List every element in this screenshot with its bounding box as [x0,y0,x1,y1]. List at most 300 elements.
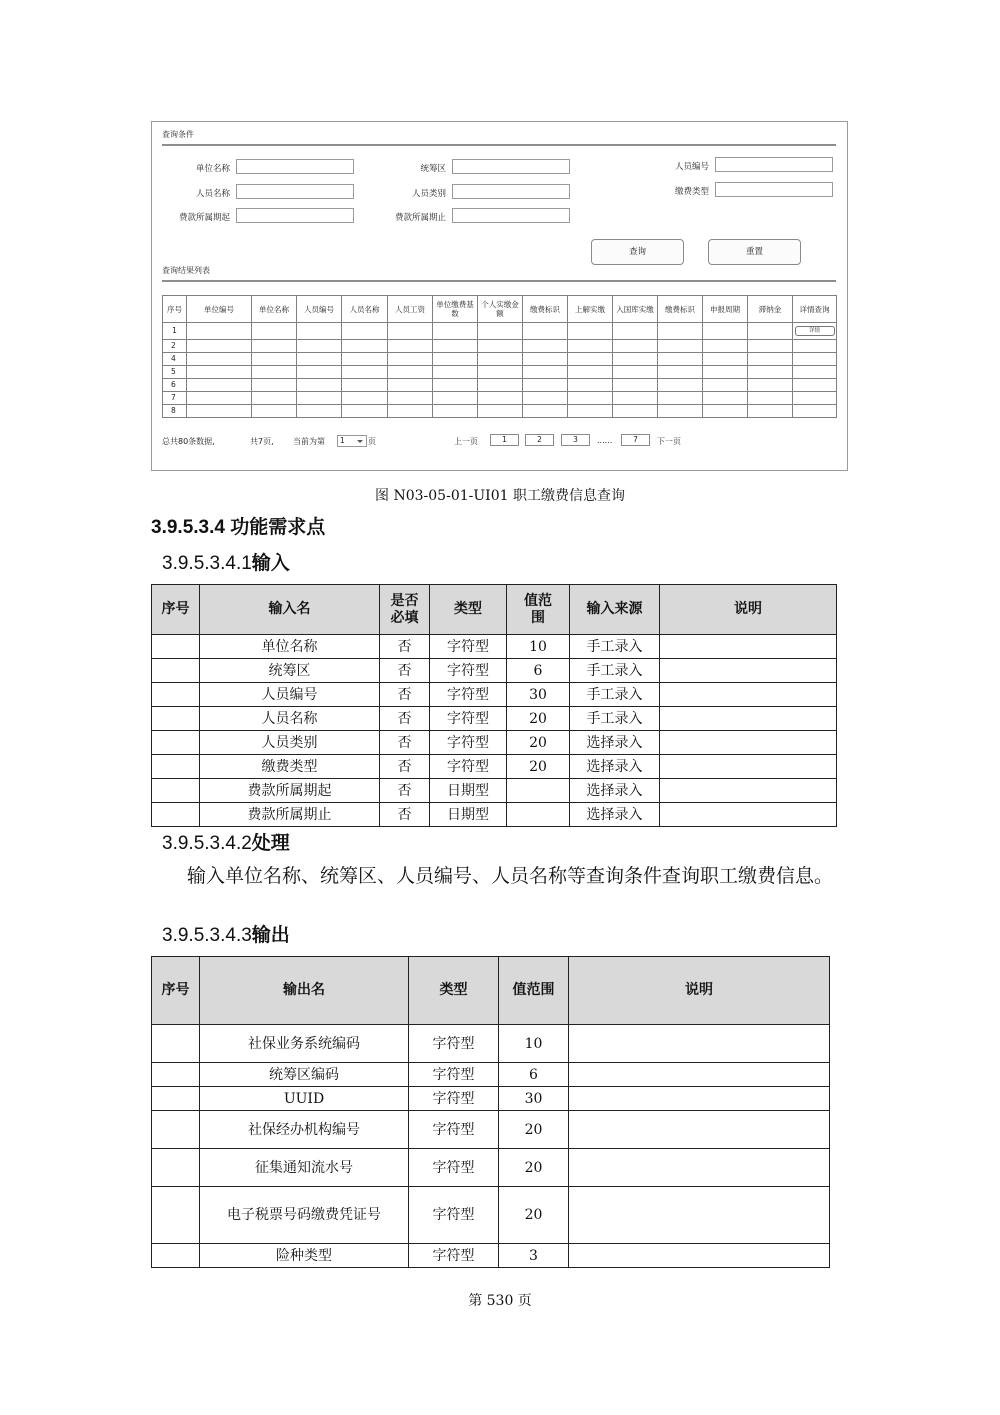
col-header: 输出名 [200,957,409,1025]
table-cell: 社保经办机构编号 [200,1111,409,1149]
table-cell: 人员编号 [200,683,380,707]
result-cell [433,392,478,405]
table-row [152,635,837,659]
table-cell [152,1111,200,1149]
result-cell [297,353,342,366]
table-cell: 缴费类型 [200,755,380,779]
table-cell: 字符型 [430,707,507,731]
table-cell [660,683,837,707]
result-row[interactable] [163,366,837,379]
table-cell: 字符型 [430,635,507,659]
result-header-row [163,296,837,323]
result-cell [187,323,252,340]
process-heading-num: 3.9.5.3.4.2 [162,833,252,854]
row-index: 8 [163,405,187,418]
col-header: 个人实缴金额 [478,296,523,323]
table-cell [152,683,200,707]
table-cell: 否 [380,803,430,827]
result-cell [568,353,613,366]
pager-total: 总共80条数据, [162,437,215,446]
table-cell: UUID [200,1087,409,1111]
row-index: 6 [163,379,187,392]
result-cell [613,392,658,405]
col-header: 说明 [660,585,837,635]
next-page-link[interactable]: 下一页 [657,437,681,446]
col-header: 值范围 [507,585,570,635]
col-header: 申报周期 [703,296,748,323]
table-cell [152,1149,200,1187]
result-cell [433,366,478,379]
result-cell [793,405,837,418]
result-cell [478,392,523,405]
col-header: 人员工资 [388,296,433,323]
col-header: 单位名称 [252,296,297,323]
table-cell [569,1149,830,1187]
table-row [152,707,837,731]
table-cell [660,731,837,755]
table-cell: 选择录入 [570,755,660,779]
result-cell [523,392,568,405]
page-select-value: 1 [340,436,345,445]
result-cell [703,323,748,340]
col-header: 人员名称 [342,296,388,323]
table-cell [660,755,837,779]
process-heading-title: 处理 [251,833,290,854]
result-cell [388,323,433,340]
result-cell [478,405,523,418]
result-cell [342,340,388,353]
query-ui-mockup [151,121,848,471]
result-cell [658,379,703,392]
process-paragraph [151,864,851,889]
result-cell [478,379,523,392]
table-cell: 险种类型 [200,1244,409,1268]
table-cell: 否 [380,755,430,779]
result-cell [388,392,433,405]
result-cell [478,340,523,353]
col-header: 说明 [569,957,830,1025]
input-header-row [152,585,837,635]
output-heading-title: 输出 [251,925,290,946]
result-cell [388,405,433,418]
col-header: 上解实缴 [568,296,613,323]
result-cell [252,353,297,366]
detail-button[interactable]: 详情 [795,326,835,336]
result-cell [478,323,523,340]
result-cell [613,340,658,353]
result-cell [748,366,793,379]
pager-pages: 共7页, [250,437,274,446]
page-select[interactable] [337,435,367,447]
table-cell: 否 [380,707,430,731]
pager-current-suffix: 页 [368,437,376,446]
col-header: 类型 [430,585,507,635]
result-cell [388,366,433,379]
result-cell [388,353,433,366]
person-name-label: 人员名称 [195,189,230,199]
figure-caption: 图 N03-05-01-UI01 职工缴费信息查询 [375,488,625,504]
unit-name-label: 单位名称 [195,164,230,174]
table-row [152,1111,830,1149]
table-cell: 20 [499,1149,569,1187]
table-cell [152,779,200,803]
person-no-label: 人员编号 [674,162,709,172]
unit-name-input[interactable] [236,159,354,174]
table-row [152,1025,830,1063]
table-cell: 选择录入 [570,731,660,755]
result-row[interactable] [163,405,837,418]
query-button[interactable]: 查询 [591,239,684,265]
result-cell [748,392,793,405]
page-button[interactable]: 2 [525,434,554,446]
section-divider [162,280,836,282]
table-cell: 手工录入 [570,659,660,683]
table-row [152,1087,830,1111]
result-cell [523,353,568,366]
table-cell [152,1025,200,1063]
pager-current-prefix: 当前为第 [293,437,325,446]
result-cell [297,405,342,418]
table-cell: 选择录入 [570,779,660,803]
pool-area-label: 统筹区 [420,164,446,174]
col-header: 序号 [152,957,200,1025]
col-header: 单位缴费基数 [433,296,478,323]
table-row [152,1149,830,1187]
table-cell [152,1244,200,1268]
table-cell [152,1187,200,1244]
section-divider [162,144,836,146]
table-cell: 字符型 [409,1025,499,1063]
output-heading [162,920,290,947]
table-cell: 20 [507,731,570,755]
result-table [162,295,837,418]
result-cell [568,323,613,340]
table-row [152,659,837,683]
result-cell [342,392,388,405]
table-row [152,1063,830,1087]
result-cell [793,340,837,353]
table-cell: 否 [380,659,430,683]
result-row[interactable] [163,392,837,405]
row-index: 2 [163,340,187,353]
result-cell [433,405,478,418]
person-name-input[interactable] [236,184,354,199]
result-cell [252,323,297,340]
process-text: 输入单位名称、统筹区、人员编号、人员名称等查询条件查询职工缴费信息。 [187,865,834,887]
pay-type-input[interactable] [715,182,833,197]
result-cell [703,366,748,379]
table-cell: 30 [507,683,570,707]
pager-ellipsis: ...... [597,436,613,445]
table-cell: 20 [507,707,570,731]
person-no-input[interactable] [715,157,833,172]
result-cell [252,392,297,405]
result-cell [793,379,837,392]
result-cell [252,379,297,392]
result-cell [658,340,703,353]
result-cell [523,379,568,392]
result-cell [297,392,342,405]
table-cell: 费款所属期起 [200,779,380,803]
col-header: 人员编号 [297,296,342,323]
result-cell [793,366,837,379]
result-cell [433,323,478,340]
row-index: 5 [163,366,187,379]
section-heading: 3.9.5.3.4 功能需求点 [151,517,326,538]
result-cell [568,392,613,405]
table-cell: 人员名称 [200,707,380,731]
table-cell: 电子税票号码缴费凭证号 [200,1187,409,1244]
pay-type-label: 缴费类型 [674,187,709,197]
table-cell: 字符型 [430,683,507,707]
result-cell [187,340,252,353]
result-cell [568,366,613,379]
table-cell: 字符型 [409,1063,499,1087]
result-cell [478,366,523,379]
result-cell [658,323,703,340]
pool-area-input[interactable] [452,159,570,174]
table-cell [507,803,570,827]
table-cell [569,1025,830,1063]
table-cell: 统筹区编码 [200,1063,409,1087]
page-button[interactable]: 1 [490,434,519,446]
result-cell [703,392,748,405]
result-cell [613,379,658,392]
col-header: 缴费标识 [658,296,703,323]
row-index: 7 [163,392,187,405]
output-heading-num: 3.9.5.3.4.3 [162,925,252,946]
result-row[interactable] [163,379,837,392]
table-cell: 统筹区 [200,659,380,683]
result-row[interactable] [163,340,837,353]
result-cell [297,340,342,353]
input-table [151,584,837,827]
result-cell [703,353,748,366]
table-cell: 费款所属期止 [200,803,380,827]
page-button[interactable]: 3 [561,434,590,446]
table-cell: 6 [499,1063,569,1087]
result-cell [568,379,613,392]
result-cell [252,405,297,418]
result-cell [523,366,568,379]
result-cell [703,405,748,418]
result-cell [613,353,658,366]
table-cell [660,635,837,659]
result-cell [297,323,342,340]
result-cell [748,379,793,392]
result-cell [658,392,703,405]
table-cell: 手工录入 [570,635,660,659]
col-header: 序号 [163,296,187,323]
table-cell: 30 [499,1087,569,1111]
table-cell: 20 [507,755,570,779]
table-cell: 20 [499,1187,569,1244]
result-cell [388,379,433,392]
result-cell [187,353,252,366]
result-cell [297,366,342,379]
col-header: 输入名 [200,585,380,635]
result-cell [703,379,748,392]
result-cell [187,405,252,418]
result-cell [342,366,388,379]
table-cell: 字符型 [409,1149,499,1187]
result-row[interactable] [163,353,837,366]
table-row [152,1187,830,1244]
table-cell: 6 [507,659,570,683]
person-type-input[interactable] [452,184,570,199]
col-header: 详情查询 [793,296,837,323]
table-cell [569,1244,830,1268]
result-cell [433,379,478,392]
table-row [152,731,837,755]
table-cell [569,1187,830,1244]
col-header: 值范围 [499,957,569,1025]
result-cell [523,340,568,353]
result-cell [658,353,703,366]
table-cell: 否 [380,731,430,755]
result-cell [748,353,793,366]
col-header: 输入来源 [570,585,660,635]
table-cell: 10 [507,635,570,659]
table-cell: 字符型 [430,659,507,683]
query-section-title: 查询条件 [162,130,194,139]
result-cell [187,366,252,379]
result-cell [523,323,568,340]
table-row [152,683,837,707]
table-cell [152,731,200,755]
row-index: 1 [163,323,187,340]
result-cell [388,340,433,353]
result-cell [297,379,342,392]
col-header: 单位编号 [187,296,252,323]
table-cell [152,659,200,683]
result-cell [342,405,388,418]
table-cell [660,803,837,827]
table-cell [660,659,837,683]
result-cell [658,366,703,379]
table-cell: 10 [499,1025,569,1063]
table-cell: 手工录入 [570,683,660,707]
result-cell [793,353,837,366]
result-cell [568,340,613,353]
process-heading [162,828,290,855]
result-cell [187,392,252,405]
table-cell [507,779,570,803]
table-cell: 否 [380,779,430,803]
table-cell: 字符型 [430,755,507,779]
table-cell: 字符型 [409,1111,499,1149]
result-cell [613,366,658,379]
col-header: 缴费标识 [523,296,568,323]
page-footer: 第 530 页 [468,1293,532,1309]
result-cell [342,379,388,392]
result-cell [748,323,793,340]
table-cell: 3 [499,1244,569,1268]
table-cell [152,803,200,827]
result-cell [342,323,388,340]
table-cell [152,755,200,779]
output-header-row [152,957,830,1025]
table-cell: 人员类别 [200,731,380,755]
result-cell [433,340,478,353]
result-row[interactable] [163,323,837,340]
result-cell [793,323,837,340]
table-row [152,1244,830,1268]
result-cell [342,353,388,366]
result-cell [613,405,658,418]
table-cell: 日期型 [430,779,507,803]
result-cell [568,405,613,418]
prev-page-link[interactable]: 上一页 [454,437,478,446]
col-header: 是否必填 [380,585,430,635]
table-cell [569,1063,830,1087]
col-header: 入国库实缴 [613,296,658,323]
table-cell: 征集通知流水号 [200,1149,409,1187]
table-cell [152,707,200,731]
result-cell [703,340,748,353]
result-section-title: 查询结果列表 [162,266,210,275]
result-cell [433,353,478,366]
table-cell [569,1087,830,1111]
result-cell [748,340,793,353]
table-cell: 手工录入 [570,707,660,731]
table-cell: 字符型 [409,1244,499,1268]
table-row [152,755,837,779]
result-cell [187,379,252,392]
table-cell: 字符型 [409,1187,499,1244]
result-cell [793,392,837,405]
table-cell: 20 [499,1111,569,1149]
table-cell [152,1063,200,1087]
table-row [152,779,837,803]
period-start-label: 费款所属期起 [178,213,230,223]
input-heading-num: 3.9.5.3.4.1 [162,553,252,574]
table-cell: 选择录入 [570,803,660,827]
table-cell [660,707,837,731]
result-cell [252,340,297,353]
col-header: 类型 [409,957,499,1025]
page-button[interactable]: 7 [621,434,650,446]
input-heading-title: 输入 [251,553,290,574]
table-cell: 单位名称 [200,635,380,659]
table-cell: 字符型 [409,1087,499,1111]
table-row [152,803,837,827]
output-table [151,956,830,1268]
table-cell [660,779,837,803]
table-cell [152,1087,200,1111]
input-heading [162,548,290,575]
period-end-input[interactable] [452,208,570,223]
row-index: 4 [163,353,187,366]
table-cell: 否 [380,683,430,707]
col-header: 滞纳金 [748,296,793,323]
table-cell: 社保业务系统编码 [200,1025,409,1063]
period-start-input[interactable] [236,208,354,223]
chevron-down-icon [357,440,363,443]
result-cell [252,366,297,379]
result-cell [523,405,568,418]
col-header: 序号 [152,585,200,635]
result-cell [478,353,523,366]
table-cell [152,635,200,659]
result-cell [613,323,658,340]
person-type-label: 人员类别 [411,189,446,199]
period-end-label: 费款所属期止 [394,213,446,223]
table-cell: 字符型 [430,731,507,755]
reset-button[interactable]: 重置 [708,239,801,265]
table-cell [569,1111,830,1149]
table-cell: 否 [380,635,430,659]
